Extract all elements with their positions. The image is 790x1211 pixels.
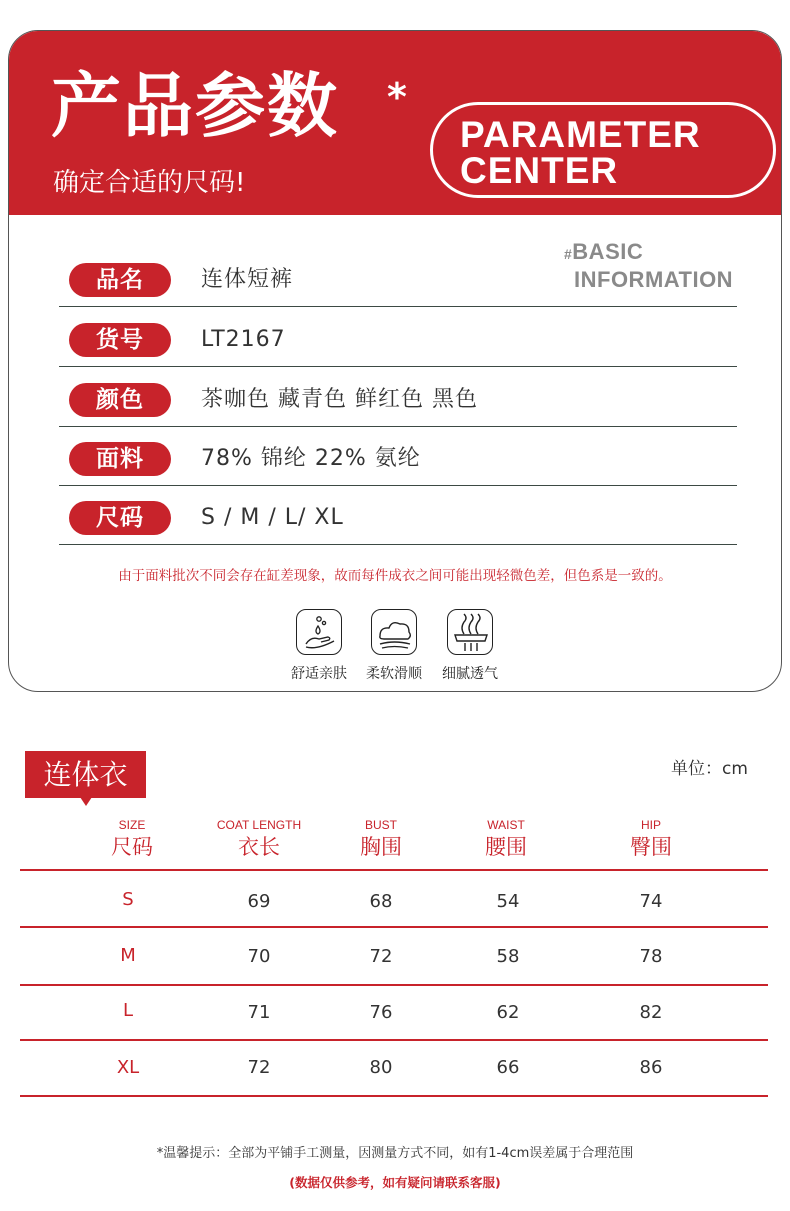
header-en: HIP — [640, 818, 661, 832]
waist-cell: 62 — [496, 1002, 520, 1023]
basic-line-2: INFORMATION — [574, 267, 734, 292]
basic-hash: # — [564, 246, 573, 262]
header-zh: 胸围 — [360, 835, 402, 859]
size-cell: M — [120, 945, 136, 966]
table-rule — [20, 926, 768, 928]
bust-cell: 72 — [369, 946, 393, 967]
feature-label: 细腻透气 — [442, 666, 498, 682]
waist-cell: 66 — [496, 1057, 520, 1078]
size-cell: S — [122, 889, 134, 910]
coat-length-cell: 71 — [247, 1002, 271, 1023]
hip-cell: 86 — [639, 1057, 663, 1078]
coat-length-cell: 72 — [247, 1057, 271, 1078]
basic-line-1: BASIC — [572, 239, 644, 264]
header-en: SIZE — [118, 818, 146, 832]
feature-comfortable — [279, 609, 359, 683]
hip-cell: 78 — [639, 946, 663, 967]
info-label: 品名 — [69, 263, 171, 297]
waist-cell: 54 — [496, 891, 520, 912]
page-subtitle: 确定合适的尺码! — [53, 168, 246, 198]
feature-label: 舒适亲肤 — [291, 666, 347, 682]
info-label: 颜色 — [69, 383, 171, 417]
info-row-name — [59, 247, 737, 307]
breathable-icon — [447, 609, 493, 655]
info-value: 茶咖色 藏青色 鲜红色 黑色 — [201, 387, 478, 412]
table-rule — [20, 1095, 768, 1097]
info-row-item-number — [59, 307, 737, 367]
table-rule — [20, 1039, 768, 1041]
bust-cell: 68 — [369, 891, 393, 912]
info-row-color — [59, 367, 737, 427]
coat-length-cell: 70 — [247, 946, 271, 967]
bust-cell: 76 — [369, 1002, 393, 1023]
size-cell: L — [122, 1000, 134, 1021]
measurement-tip: *温馨提示：全部为平铺手工测量，因测量方式不同，如有1-4cm误差属于合理范围 — [156, 1146, 634, 1161]
header-waist — [426, 818, 586, 860]
info-label: 面料 — [69, 442, 171, 476]
header-zh: 臀围 — [630, 835, 672, 859]
page-title: 产品参数 — [51, 65, 339, 147]
header-en: BUST — [364, 818, 397, 832]
tag-pointer — [80, 797, 92, 806]
header-zh: 腰围 — [485, 835, 527, 859]
info-value: S / M / L/ XL — [201, 505, 344, 530]
info-row-fabric — [59, 426, 737, 486]
waist-cell: 58 — [496, 946, 520, 967]
info-label: 尺码 — [69, 501, 171, 535]
coat-length-cell: 69 — [247, 891, 271, 912]
card-header — [9, 31, 781, 215]
info-value: LT2167 — [201, 327, 286, 352]
header-zh: 衣长 — [238, 835, 280, 859]
soft-cloud-icon — [371, 609, 417, 655]
feature-breathable — [430, 609, 510, 683]
size-cell: XL — [116, 1057, 140, 1078]
feature-soft — [354, 609, 434, 683]
info-row-size — [59, 485, 737, 545]
info-value: 连体短裤 — [201, 267, 294, 292]
jumpsuit-tag: 连体衣 — [25, 751, 146, 798]
hip-cell: 82 — [639, 1002, 663, 1023]
table-rule — [20, 869, 768, 871]
title-star: * — [387, 75, 407, 119]
hip-cell: 74 — [639, 891, 663, 912]
unit-label: 单位：cm — [671, 759, 748, 779]
feature-label: 柔软滑顺 — [366, 666, 422, 682]
badge-line-1: PARAMETER — [460, 114, 701, 155]
header-zh: 尺码 — [111, 835, 153, 859]
bust-cell: 80 — [369, 1057, 393, 1078]
header-en: WAIST — [487, 818, 525, 832]
header-hip — [571, 818, 731, 860]
info-value: 78% 锦纶 22% 氨纶 — [201, 446, 421, 471]
color-difference-note: 由于面料批次不同会存在缸差现象，故而每件成衣之间可能出现轻微色差，但色系是一致的。 — [118, 568, 672, 584]
skin-water-icon — [296, 609, 342, 655]
reference-disclaimer: (数据仅供参考，如有疑问请联系客服) — [289, 1175, 501, 1190]
header-en: COAT LENGTH — [216, 818, 302, 832]
badge-line-2: CENTER — [460, 150, 619, 191]
table-rule — [20, 984, 768, 986]
parameter-card — [8, 30, 782, 692]
parameter-center-badge — [430, 102, 776, 198]
info-label: 货号 — [69, 323, 171, 357]
